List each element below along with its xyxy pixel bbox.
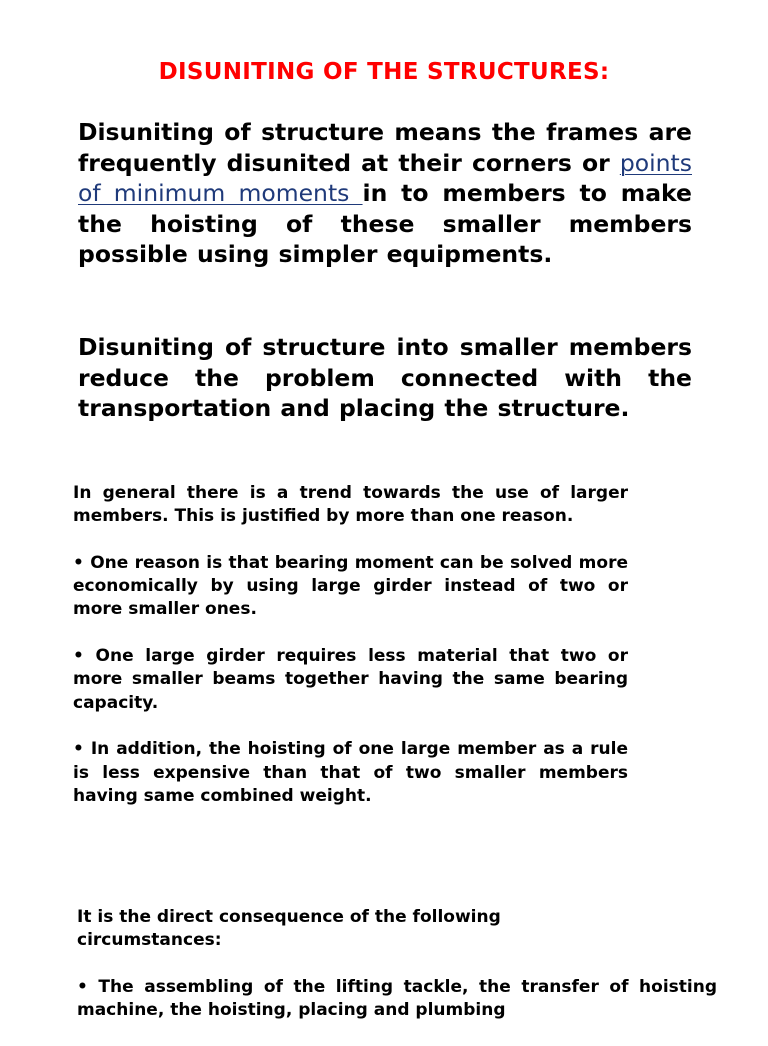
slide-circumstances [77, 906, 717, 1046]
reason-bullet-moment: • One reason is that bearing moment can be solved more economically by using large girder instead of two or more smaller ones. [73, 552, 628, 620]
definition-paragraph [78, 117, 692, 270]
definition-text-start: Disuniting of structure means the frames are frequently disunited at their corners or [78, 118, 692, 177]
slide-disuniting [0, 0, 768, 442]
reason-bullet-hoisting: • In addition, the hoisting of one large member as a rule is less expensive than that of two smaller members having same combined weight. [73, 739, 628, 806]
slide-larger-members [73, 482, 628, 831]
circumstance-bullet-assembling: • The assembling of the lifting tackle, the transfer of hoisting machine, the hoisting, placing and plumbing [77, 976, 717, 1021]
circumstances-intro: It is the direct consequence of the following circumstances: [77, 907, 501, 951]
definition-text-end: in to members to make the hoisting of these smaller members possible using simpler equipments. [78, 179, 692, 269]
trend-paragraph: In general there is a trend towards the use of larger members. This is justified by more than one reason. [73, 483, 628, 527]
minimum-moments-link[interactable]: points of minimum moments [78, 148, 692, 208]
slide-title: DISUNITING OF THE STRUCTURES: [158, 59, 610, 85]
reason-bullet-material: • One large girder requires less material that two or more smaller beams together having the same bearing capacity. [73, 646, 628, 713]
transport-paragraph: Disuniting of structure into smaller members reduce the problem connected with the transportation and placing the structure. [78, 333, 692, 423]
